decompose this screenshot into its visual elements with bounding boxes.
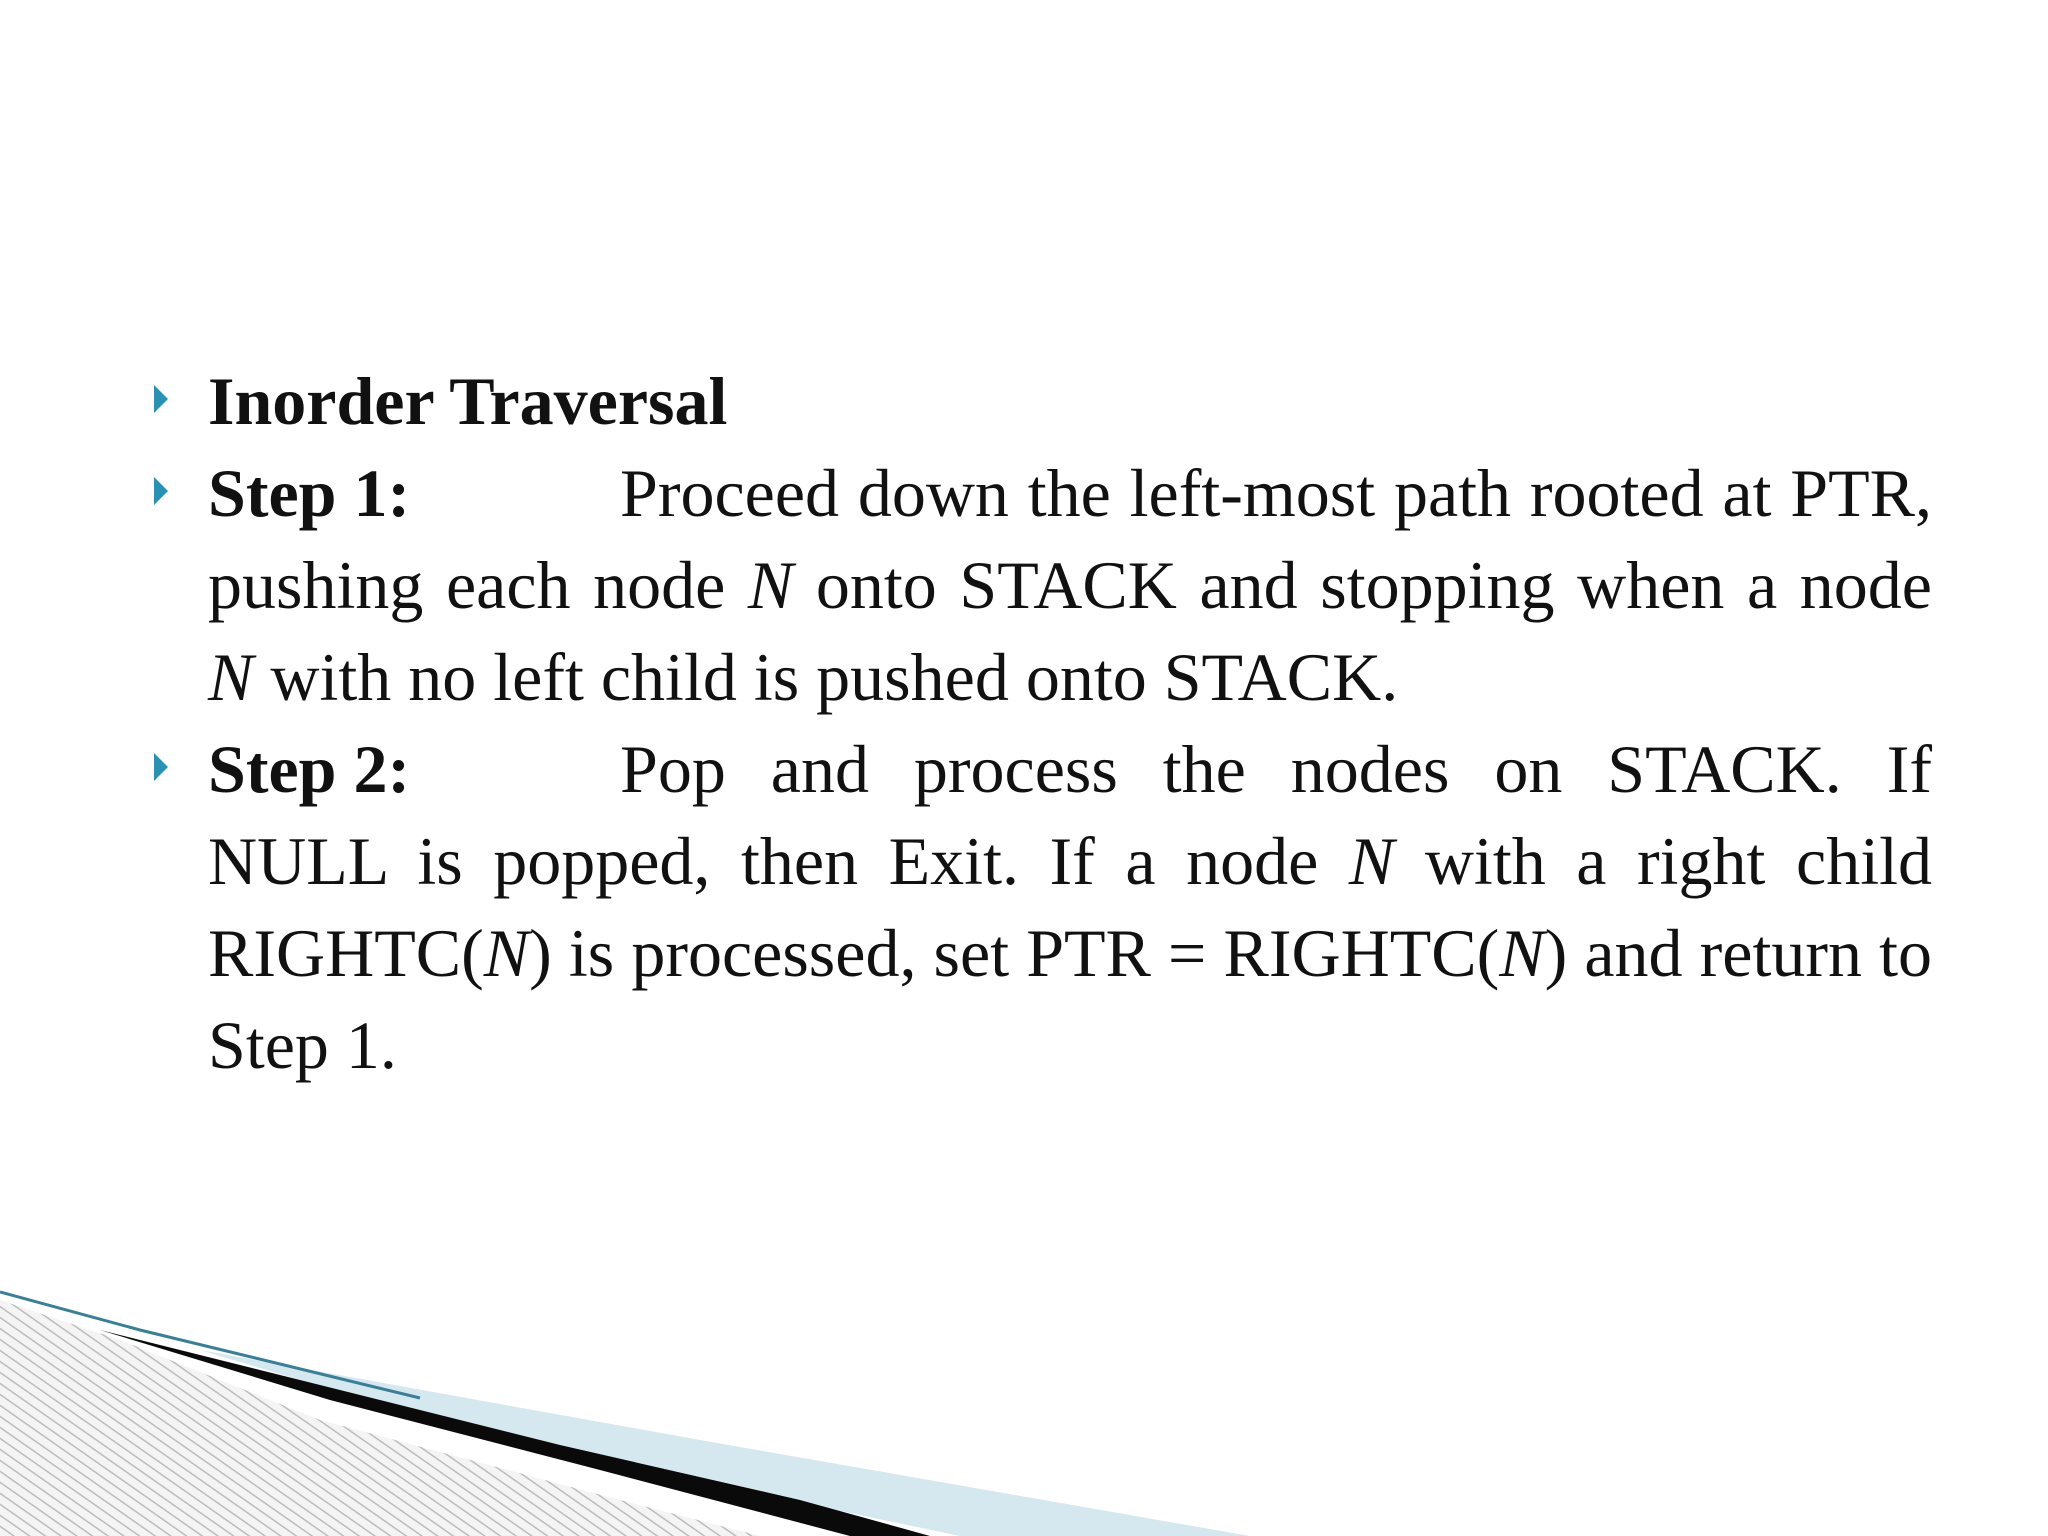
step-2-text: with a right child RIGHTC(	[208, 823, 1932, 991]
step-1-text: Proceed down the left-most path rooted at PTR, pushing each node	[208, 455, 1932, 623]
step-1-label: Step 1:	[208, 455, 411, 531]
node-n-symbol: N	[747, 547, 794, 623]
node-n-symbol: N	[1499, 915, 1545, 991]
section-heading: Inorder Traversal	[208, 363, 728, 439]
step-2-text: ) and return to Step 1.	[208, 915, 1932, 1083]
bullet-step-2	[148, 723, 1932, 1091]
bullet-list	[148, 355, 1932, 1091]
node-n-symbol: N	[208, 639, 254, 715]
bullet-inorder-traversal	[148, 355, 1932, 447]
node-n-symbol: N	[483, 915, 530, 991]
bullet-arrow-icon	[154, 753, 168, 781]
bullet-arrow-icon	[154, 385, 168, 413]
step-1-text: onto STACK and stopping when a node	[793, 547, 1932, 623]
node-n-symbol: N	[1348, 823, 1395, 899]
bullet-arrow-icon	[154, 477, 168, 505]
step-1-text: with no left child is pushed onto STACK.	[253, 639, 1399, 715]
step-2-text: Pop and process the nodes on STACK. If NULL is popped, then Exit. If a node	[208, 731, 1932, 899]
step-2-label: Step 2:	[208, 731, 411, 807]
step-2-text: ) is processed, set PTR = RIGHTC(	[529, 915, 1500, 991]
bullet-step-1	[148, 447, 1932, 723]
